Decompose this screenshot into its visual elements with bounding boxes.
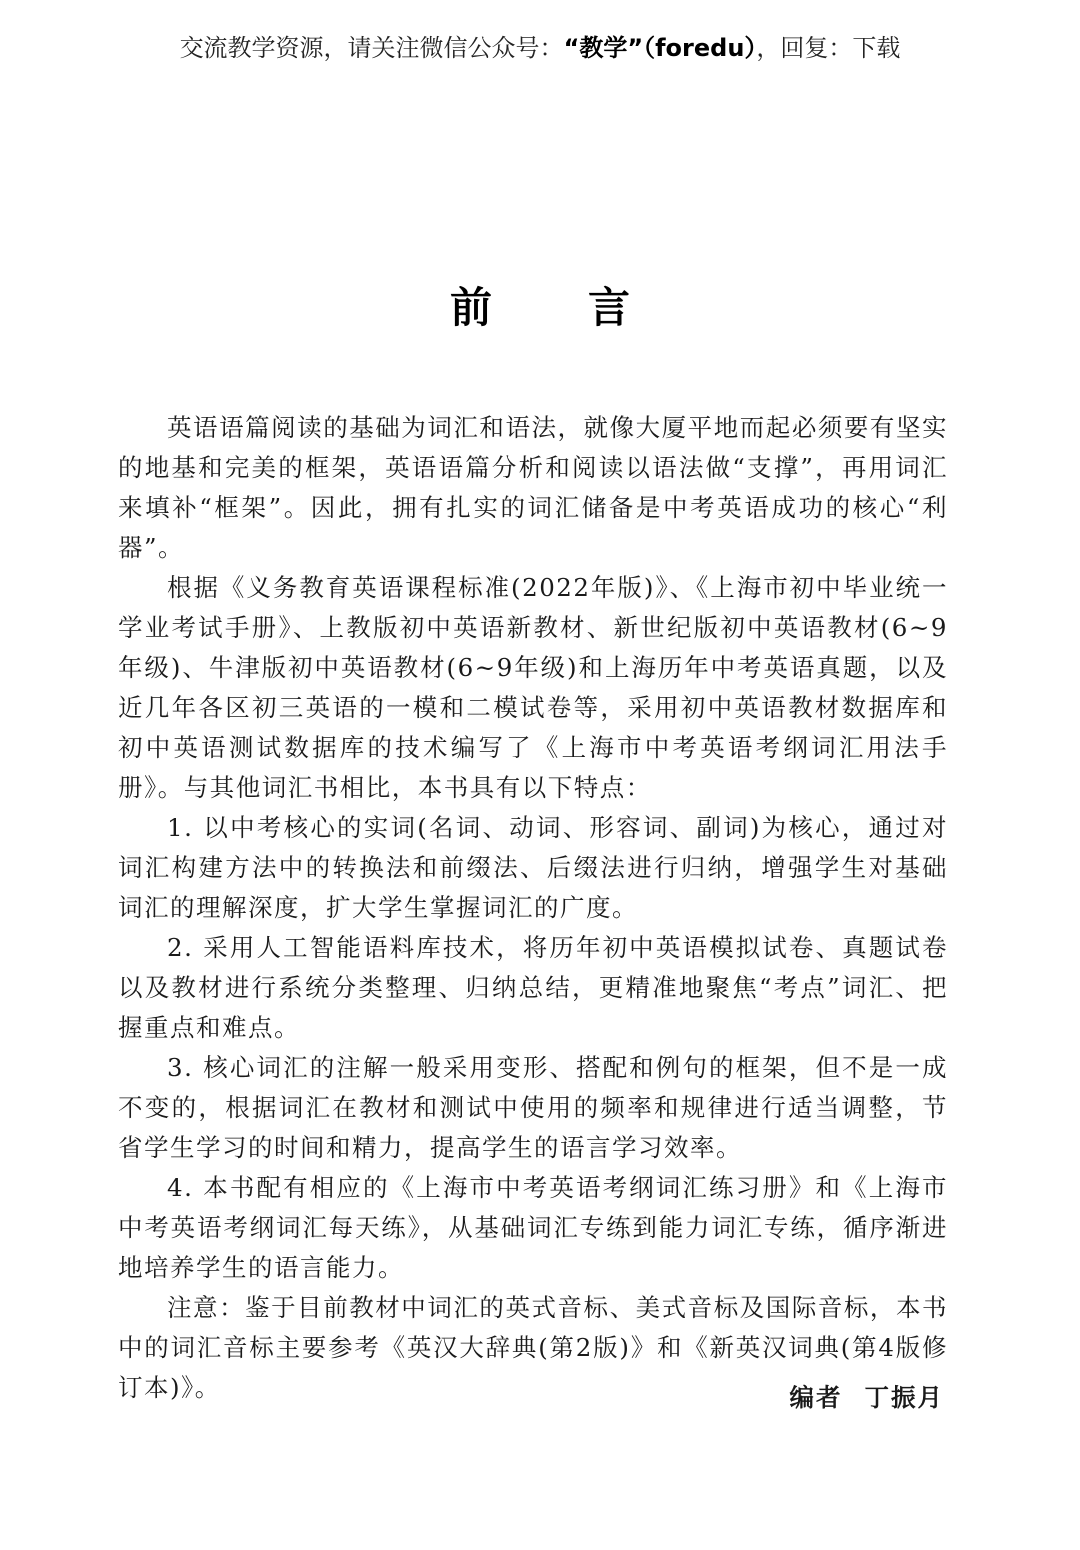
feature-item-1: 1. 以中考核心的实词(名词、动词、形容词、副词)为核心，通过对词汇构建方法中的转换法和前缀法、后缀法进行归纳，增强学生对基础词汇的理解深度，扩大学生掌握词汇的广度。 bbox=[118, 813, 948, 922]
paragraph-sources: 根据《义务教育英语课程标准(2022年版)》、《上海市初中毕业统一学业考试手册》、上教版初中英语新教材、新世纪版初中英语教材(6~9年级)、牛津版初中英语教材(6~9年级)和上海历年中考英语真题，以及近几年各区初三英语的一模和二模试卷等，采用初中英语教材数据库和初中英语测试数据库的技术编写了《上海市中考英语考纲词汇用法手册》。与其他词汇书相比，本书具有以下特点： bbox=[118, 573, 948, 802]
paragraph-note: 注意：鉴于目前教材中词汇的英式音标、美式音标及国际音标，本书中的词汇音标主要参考《英汉大辞典(第2版)》和《新英汉词典(第4版修订本)》。 bbox=[118, 1293, 948, 1402]
feature-item-4: 4. 本书配有相应的《上海市中考英语考纲词汇练习册》和《上海市中考英语考纲词汇每天练》，从基础词汇专练到能力词汇专练，循序渐进地培养学生的语言能力。 bbox=[118, 1173, 948, 1282]
feature-item-3: 3. 核心词汇的注解一般采用变形、搭配和例句的框架，但不是一成不变的，根据词汇在教材和测试中使用的频率和规律进行适当调整，节省学生学习的时间和精力，提高学生的语言学习效率。 bbox=[118, 1053, 948, 1162]
notice-suffix: ，回复：下载 bbox=[756, 34, 901, 62]
signature-name: 丁振月 bbox=[864, 1383, 944, 1412]
feature-item-2: 2. 采用人工智能语料库技术，将历年初中英语模拟试卷、真题试卷以及教材进行系统分类整理、归纳总结，更精准地聚焦“考点”词汇、把握重点和难点。 bbox=[118, 933, 948, 1042]
preface-body bbox=[118, 408, 948, 1408]
author-signature bbox=[790, 1378, 945, 1418]
page-title: 前言 bbox=[449, 283, 726, 333]
wechat-notice bbox=[0, 30, 1080, 66]
paragraph-intro: 英语语篇阅读的基础为词汇和语法，就像大厦平地而起必须要有坚实的地基和完美的框架，英语语篇分析和阅读以语法做“支撑”，再用词汇来填补“框架”。因此，拥有扎实的词汇储备是中考英语成功的核心“利器”。 bbox=[118, 413, 948, 562]
wechat-account-name: “教学”（foredu） bbox=[563, 34, 757, 62]
signature-role: 编者 bbox=[789, 1383, 843, 1412]
notice-prefix: 交流教学资源，请关注微信公众号： bbox=[179, 34, 564, 62]
